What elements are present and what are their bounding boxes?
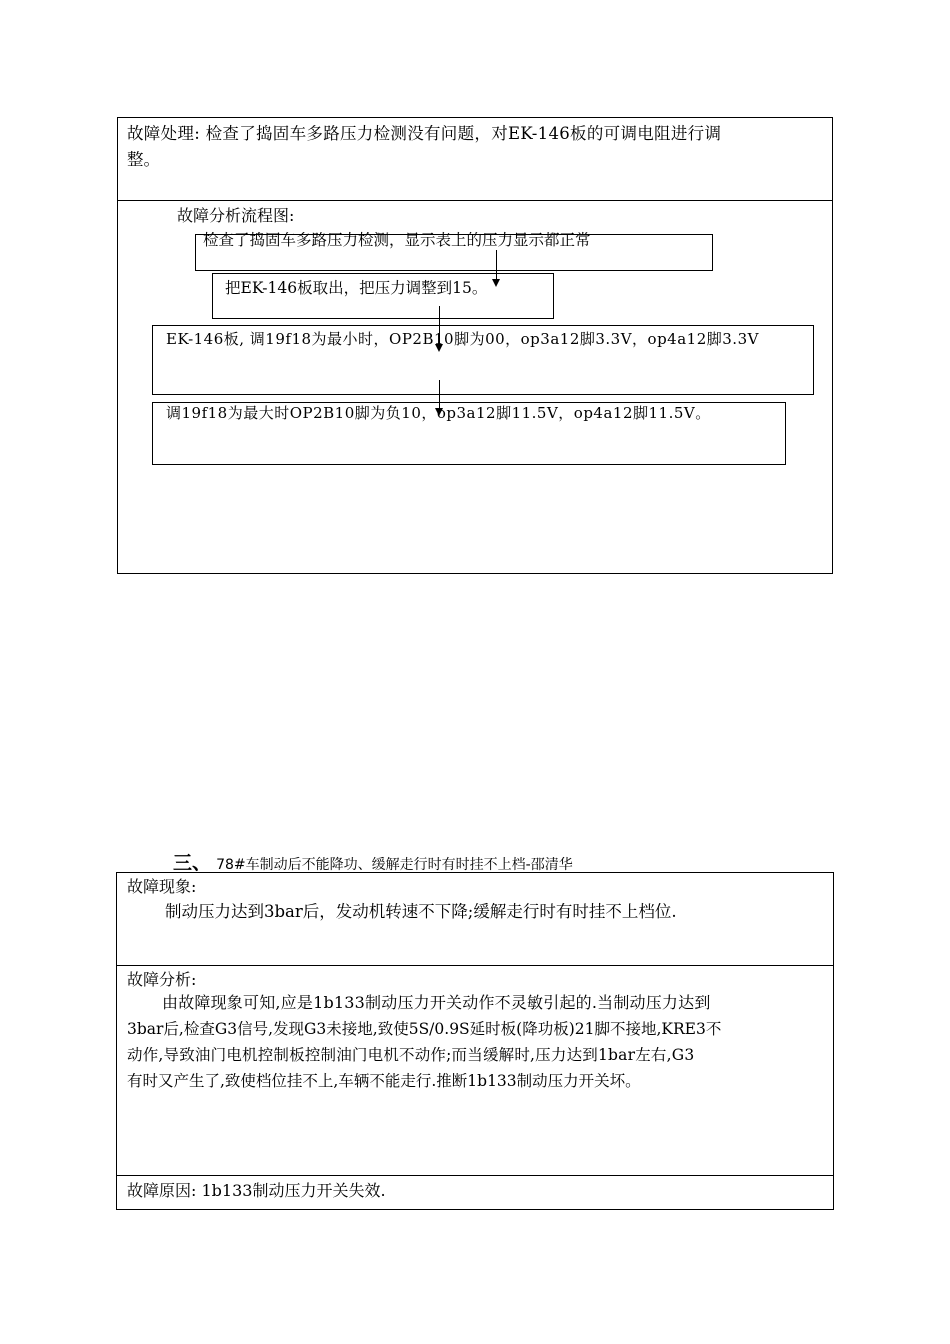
- table2-divider-2: [116, 1175, 834, 1176]
- table1-divider: [117, 200, 833, 201]
- section-3-title: 78#车制动后不能降功、缓解走行时有时挂不上档-邵清华: [216, 857, 573, 873]
- table2-divider-1: [116, 965, 834, 966]
- section-3-heading: [173, 848, 573, 875]
- analysis-line-1: 由故障现象可知,应是1b133制动压力开关动作不灵敏引起的.当制动压力达到: [162, 993, 711, 1012]
- fault-handling-line2: 整。: [127, 150, 160, 169]
- flow-step-2-text: 把EK-146板取出，把压力调整到15。: [225, 279, 488, 297]
- flow-step-3-text: EK-146板, 调19f18为最小时，OP2B10脚为00，op3a12脚3.3V，op4a12脚3.3V: [166, 330, 759, 348]
- phenomenon-text: 制动压力达到3bar后，发动机转速不下降;缓解走行时有时挂不上档位.: [165, 902, 677, 921]
- cause-text: 故障原因: 1b133制动压力开关失效.: [127, 1181, 386, 1200]
- section-3-number: 三、: [173, 852, 212, 874]
- phenomenon-label: 故障现象:: [127, 877, 197, 896]
- flowchart-title: 故障分析流程图:: [177, 206, 295, 225]
- fault-handling-line1: 故障处理: 检查了捣固车多路压力检测没有问题，对EK-146板的可调电阻进行调: [127, 124, 722, 143]
- analysis-line-4: 有时又产生了,致使档位挂不上,车辆不能走行.推断1b133制动压力开关坏。: [127, 1072, 641, 1090]
- fault-report-table: [116, 872, 834, 1210]
- analysis-label: 故障分析:: [127, 970, 197, 989]
- analysis-line-3: 动作,导致油门电机控制板控制油门电机不动作;而当缓解时,压力达到1bar左右,G3: [127, 1046, 695, 1064]
- analysis-line-2: 3bar后,检查G3信号,发现G3未接地,致使5S/0.9S延时板(降功板)21脚不接地,KRE3不: [127, 1020, 722, 1038]
- flow-step-1-text: 检查了捣固车多路压力检测，显示表上的压力显示都正常: [203, 231, 591, 249]
- flow-step-4-text: 调19f18为最大时OP2B10脚为负10，op3a12脚11.5V，op4a12脚11.5V。: [166, 404, 711, 422]
